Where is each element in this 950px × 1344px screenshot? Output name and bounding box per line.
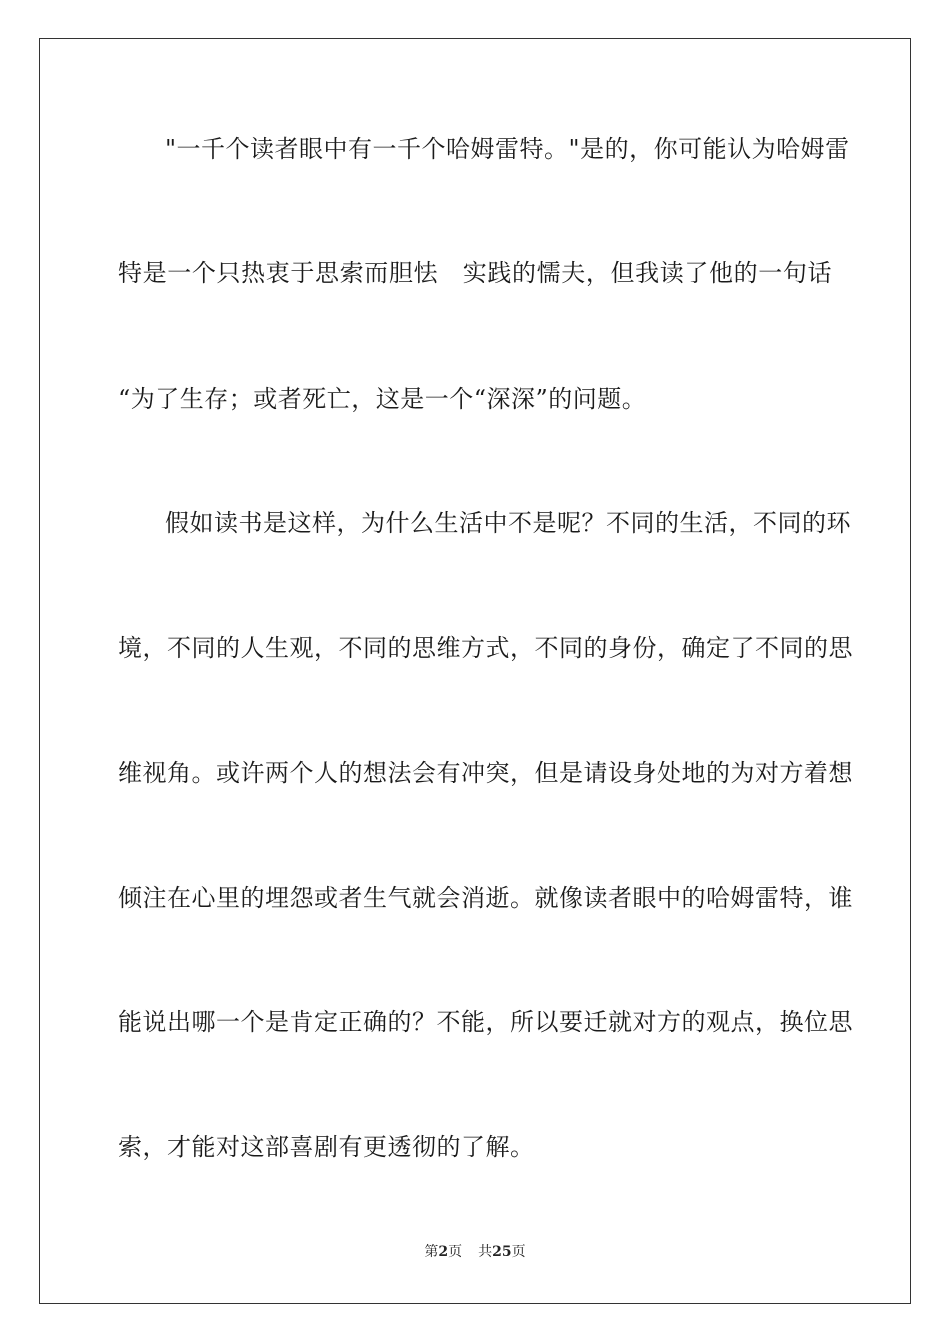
page-prefix: 第 bbox=[424, 1244, 439, 1260]
paragraph-2-line-1: 假如读书是这样，为什么生活中不是呢？不同的生活，不同的环 bbox=[165, 509, 851, 537]
page-footer bbox=[0, 1243, 950, 1261]
total-prefix: 共 bbox=[478, 1244, 493, 1260]
paragraph-2-line-6: 索，才能对这部喜剧有更透彻的了解。 bbox=[118, 1133, 535, 1161]
total-pages: 25 bbox=[492, 1244, 512, 1260]
paragraph-2-line-2: 境，不同的人生观，不同的思维方式，不同的身份，确定了不同的思 bbox=[118, 634, 853, 662]
page-suffix: 页 bbox=[448, 1244, 463, 1260]
paragraph-1-line-3: “为了生存；或者死亡，这是一个“深深”的问题。 bbox=[118, 385, 647, 413]
total-suffix: 页 bbox=[511, 1244, 526, 1260]
paragraph-1-line-1: "一千个读者眼中有一千个哈姆雷特。"是的，你可能认为哈姆雷 bbox=[165, 135, 850, 163]
paragraph-2-line-5: 能说出哪一个是肯定正确的？不能，所以要迁就对方的观点，换位思 bbox=[118, 1008, 853, 1036]
page-number: 2 bbox=[438, 1244, 449, 1260]
paragraph-2-line-3: 维视角。或许两个人的想法会有冲突，但是请设身处地的为对方着想 bbox=[118, 759, 853, 787]
paragraph-1-line-2: 特是一个只热衷于思索而胆怯 实践的懦夫，但我读了他的一句话 bbox=[118, 259, 832, 287]
page-border bbox=[39, 38, 911, 1304]
paragraph-2-line-4: 倾注在心里的埋怨或者生气就会消逝。就像读者眼中的哈姆雷特，谁 bbox=[118, 884, 853, 912]
